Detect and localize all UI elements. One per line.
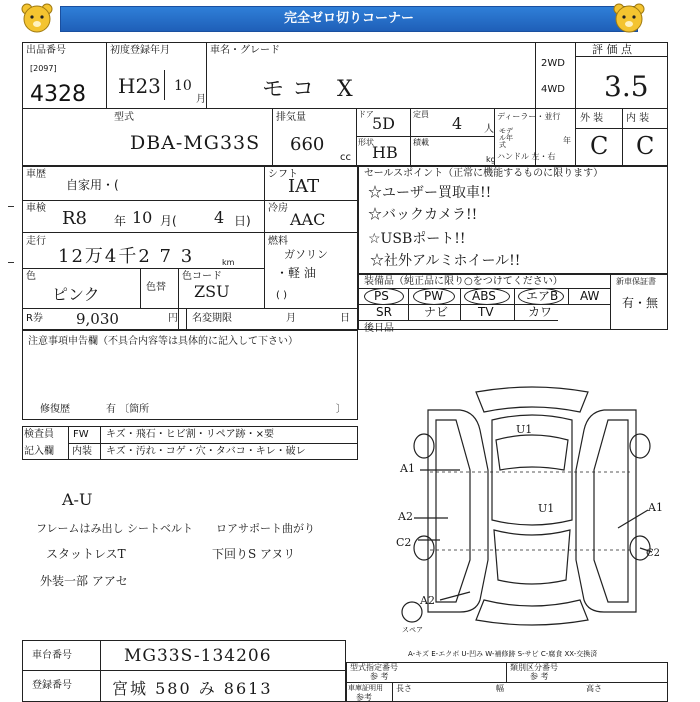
garage-cert-ref: 参考 bbox=[356, 693, 372, 702]
load-unit: kg bbox=[486, 155, 496, 164]
spare-label: スペア bbox=[402, 626, 423, 634]
name-change-day: 日 bbox=[340, 313, 350, 324]
ac-label: 冷房 bbox=[268, 203, 288, 214]
damage-mark-center: U1 bbox=[538, 502, 555, 515]
damage-mark-left-mid: A2 bbox=[398, 510, 413, 523]
damage-mark-rear: A2 bbox=[420, 594, 435, 607]
fw-label: FW bbox=[73, 429, 89, 440]
plate-value: 宮城 580 み 8613 bbox=[112, 679, 273, 698]
sales-point-3: ☆USBポート!! bbox=[368, 231, 466, 247]
height-label: 高さ bbox=[586, 684, 602, 693]
fuel-other: ( ) bbox=[276, 290, 287, 301]
year-unit: 年 bbox=[563, 136, 571, 145]
equipment-navi: ナビ bbox=[424, 305, 449, 319]
interior-check-items: キズ・汚れ・コゲ・穴・タバコ・キレ・破レ bbox=[106, 446, 306, 457]
fuel-diesel: ・軽 油 bbox=[276, 266, 316, 280]
dealer-label: ディーラー・並行 bbox=[497, 112, 561, 121]
interior-check-label: 内装 bbox=[72, 446, 92, 457]
exterior-label: 外 装 bbox=[580, 113, 604, 124]
shape-value: HB bbox=[372, 143, 398, 162]
notes-title: 注意事項申告欄（不具合内容等は具体的に記入して下さい） bbox=[28, 336, 298, 347]
model-year-label: モデル年式 bbox=[499, 127, 513, 149]
exterior-grade: C bbox=[590, 132, 609, 160]
inspection-month: 10 bbox=[132, 208, 153, 227]
mileage-label: 走行 bbox=[26, 236, 46, 247]
color-code-value: ZSU bbox=[194, 282, 230, 301]
sales-point-1: ☆ユーザー買取車!! bbox=[368, 185, 492, 201]
door-label: ドア bbox=[358, 110, 374, 119]
registration-era: H23 bbox=[118, 74, 161, 98]
chassis-label: 車台番号 bbox=[32, 650, 72, 661]
fuel-gasoline: ガソリン bbox=[284, 248, 328, 261]
recycle-unit: 円 bbox=[168, 313, 178, 324]
damage-mark-right-rear: C2 bbox=[646, 548, 661, 559]
length-label: 長さ bbox=[396, 684, 412, 693]
inspection-day-unit: 日) bbox=[234, 214, 251, 228]
equipment-airbag: エアB bbox=[526, 289, 559, 303]
displacement-value: 660 bbox=[290, 134, 325, 155]
grade-value: 3.5 bbox=[604, 70, 649, 103]
color-replace-label: 色替 bbox=[146, 282, 166, 293]
inspection-day: 4 bbox=[214, 208, 225, 227]
sales-point-2: ☆バックカメラ!! bbox=[368, 207, 478, 223]
recycle-label: R券 bbox=[26, 313, 43, 324]
shift-label: シフト bbox=[268, 169, 298, 180]
equipment-pw: PW bbox=[424, 289, 444, 303]
equipment-title: 装備品（純正品に限り○をつけてください） bbox=[364, 276, 563, 287]
damage-mark-roof: U1 bbox=[516, 423, 533, 436]
remark-right-2: 下回りS アヌリ bbox=[212, 547, 296, 561]
entry-label: 記入欄 bbox=[24, 446, 54, 457]
displacement-unit: cc bbox=[340, 152, 351, 163]
history-value: 自家用・( bbox=[66, 178, 119, 192]
lot-label: 出品番号 bbox=[26, 45, 66, 56]
4wd-option: 4WD bbox=[541, 84, 565, 95]
repair-history-label: 修復歴 bbox=[40, 404, 70, 415]
capacity-value: 4 bbox=[452, 114, 463, 133]
equipment-tv: TV bbox=[478, 305, 494, 319]
shape-label: 形状 bbox=[358, 138, 374, 147]
class-ref: 参 考 bbox=[530, 672, 549, 681]
type-label: 型式 bbox=[114, 112, 134, 123]
history-label: 車歴 bbox=[26, 169, 46, 180]
equipment-sr: SR bbox=[376, 305, 392, 319]
2wd-option: 2WD bbox=[541, 58, 565, 69]
banner-title: 完全ゼロ切りコーナー bbox=[60, 6, 638, 32]
shift-value: IAT bbox=[288, 176, 320, 197]
width-label: 幅 bbox=[496, 684, 504, 693]
color-label: 色 bbox=[26, 271, 36, 282]
remark-2: フレームはみ出し シートベルト bbox=[36, 522, 194, 535]
mileage-value: 12万4千2 7 3 bbox=[58, 246, 195, 267]
repair-history-close: 〕 bbox=[336, 404, 346, 415]
damage-legend: A-キズ E-エクボ U-凹み W-補修跡 S-サビ C-腐食 XX-交換済 bbox=[408, 650, 598, 658]
color-value: ピンク bbox=[52, 285, 100, 304]
repair-history-value: 有 〔箇所 bbox=[106, 404, 150, 415]
door-value: 5D bbox=[372, 114, 396, 133]
first-registration-label: 初度登録年月 bbox=[110, 45, 170, 56]
equipment-abs: ABS bbox=[472, 289, 496, 303]
class-label: 類別区分番号 bbox=[510, 663, 558, 672]
inspection-era: R8 bbox=[62, 208, 88, 229]
sales-points-title: セールスポイント（正常に機能するものに限ります） bbox=[364, 168, 604, 179]
rear-items-label: 後日品 bbox=[364, 323, 394, 334]
name-change-label: 名変期限 bbox=[192, 313, 232, 324]
fuel-label: 燃料 bbox=[268, 236, 288, 247]
lot-prefix: [2097] bbox=[30, 64, 57, 73]
inspection-label: 車検 bbox=[26, 203, 46, 214]
plate-label: 登録番号 bbox=[32, 680, 72, 691]
ac-value: AAC bbox=[290, 210, 326, 229]
warranty-value: 有・無 bbox=[622, 296, 659, 310]
damage-mark-left-front: A1 bbox=[400, 462, 415, 475]
name-change-month: 月 bbox=[286, 313, 296, 324]
remark-4: 外装一部 アアセ bbox=[40, 574, 128, 588]
model-name: モコ X bbox=[262, 77, 361, 102]
handle-label: ハンドル 左・右 bbox=[497, 152, 556, 161]
remark-1: A-U bbox=[62, 490, 93, 509]
type-spec-ref: 参 考 bbox=[370, 672, 389, 681]
capacity-unit: 人 bbox=[484, 124, 494, 135]
garage-cert-label: 車庫証明用 bbox=[348, 684, 383, 692]
interior-label: 内 装 bbox=[626, 113, 650, 124]
inspection-year-unit: 年 bbox=[114, 214, 127, 228]
fw-items: キズ・飛石・ヒビ割・リペア跡・×要 bbox=[106, 429, 274, 440]
sales-point-4: ☆社外アルミホイール!! bbox=[370, 253, 521, 269]
registration-month-unit: 月 bbox=[196, 94, 206, 105]
grade-label: 評 価 点 bbox=[592, 43, 632, 56]
color-code-label: 色コード bbox=[182, 271, 222, 282]
load-label: 積載 bbox=[413, 138, 429, 147]
equipment-aw: AW bbox=[580, 289, 600, 303]
lot-number: 4328 bbox=[30, 82, 86, 107]
remark-3: スタットレスT bbox=[46, 547, 126, 561]
model-grade-label: 車名・グレード bbox=[210, 45, 280, 56]
inspection-month-unit: 月( bbox=[160, 214, 177, 228]
registration-month: 10 bbox=[174, 78, 192, 94]
displacement-label: 排気量 bbox=[276, 112, 306, 123]
chassis-value: MG33S-134206 bbox=[124, 646, 272, 666]
mileage-unit: km bbox=[222, 258, 235, 267]
recycle-value: 9,030 bbox=[76, 310, 119, 328]
type-value: DBA-MG33S bbox=[130, 132, 261, 154]
equipment-ps: PS bbox=[374, 289, 389, 303]
capacity-label: 定員 bbox=[413, 110, 429, 119]
type-spec-label: 型式指定番号 bbox=[350, 663, 398, 672]
warranty-label: 新車保証書 bbox=[616, 277, 656, 286]
inspector-label: 検査員 bbox=[24, 429, 54, 440]
remark-right-1: ロアサポート曲がり bbox=[216, 522, 315, 535]
damage-mark-right-mid: A1 bbox=[648, 501, 663, 514]
equipment-leather: カワ bbox=[528, 305, 553, 319]
interior-grade: C bbox=[636, 132, 655, 160]
damage-mark-left-rear: C2 bbox=[396, 536, 412, 549]
